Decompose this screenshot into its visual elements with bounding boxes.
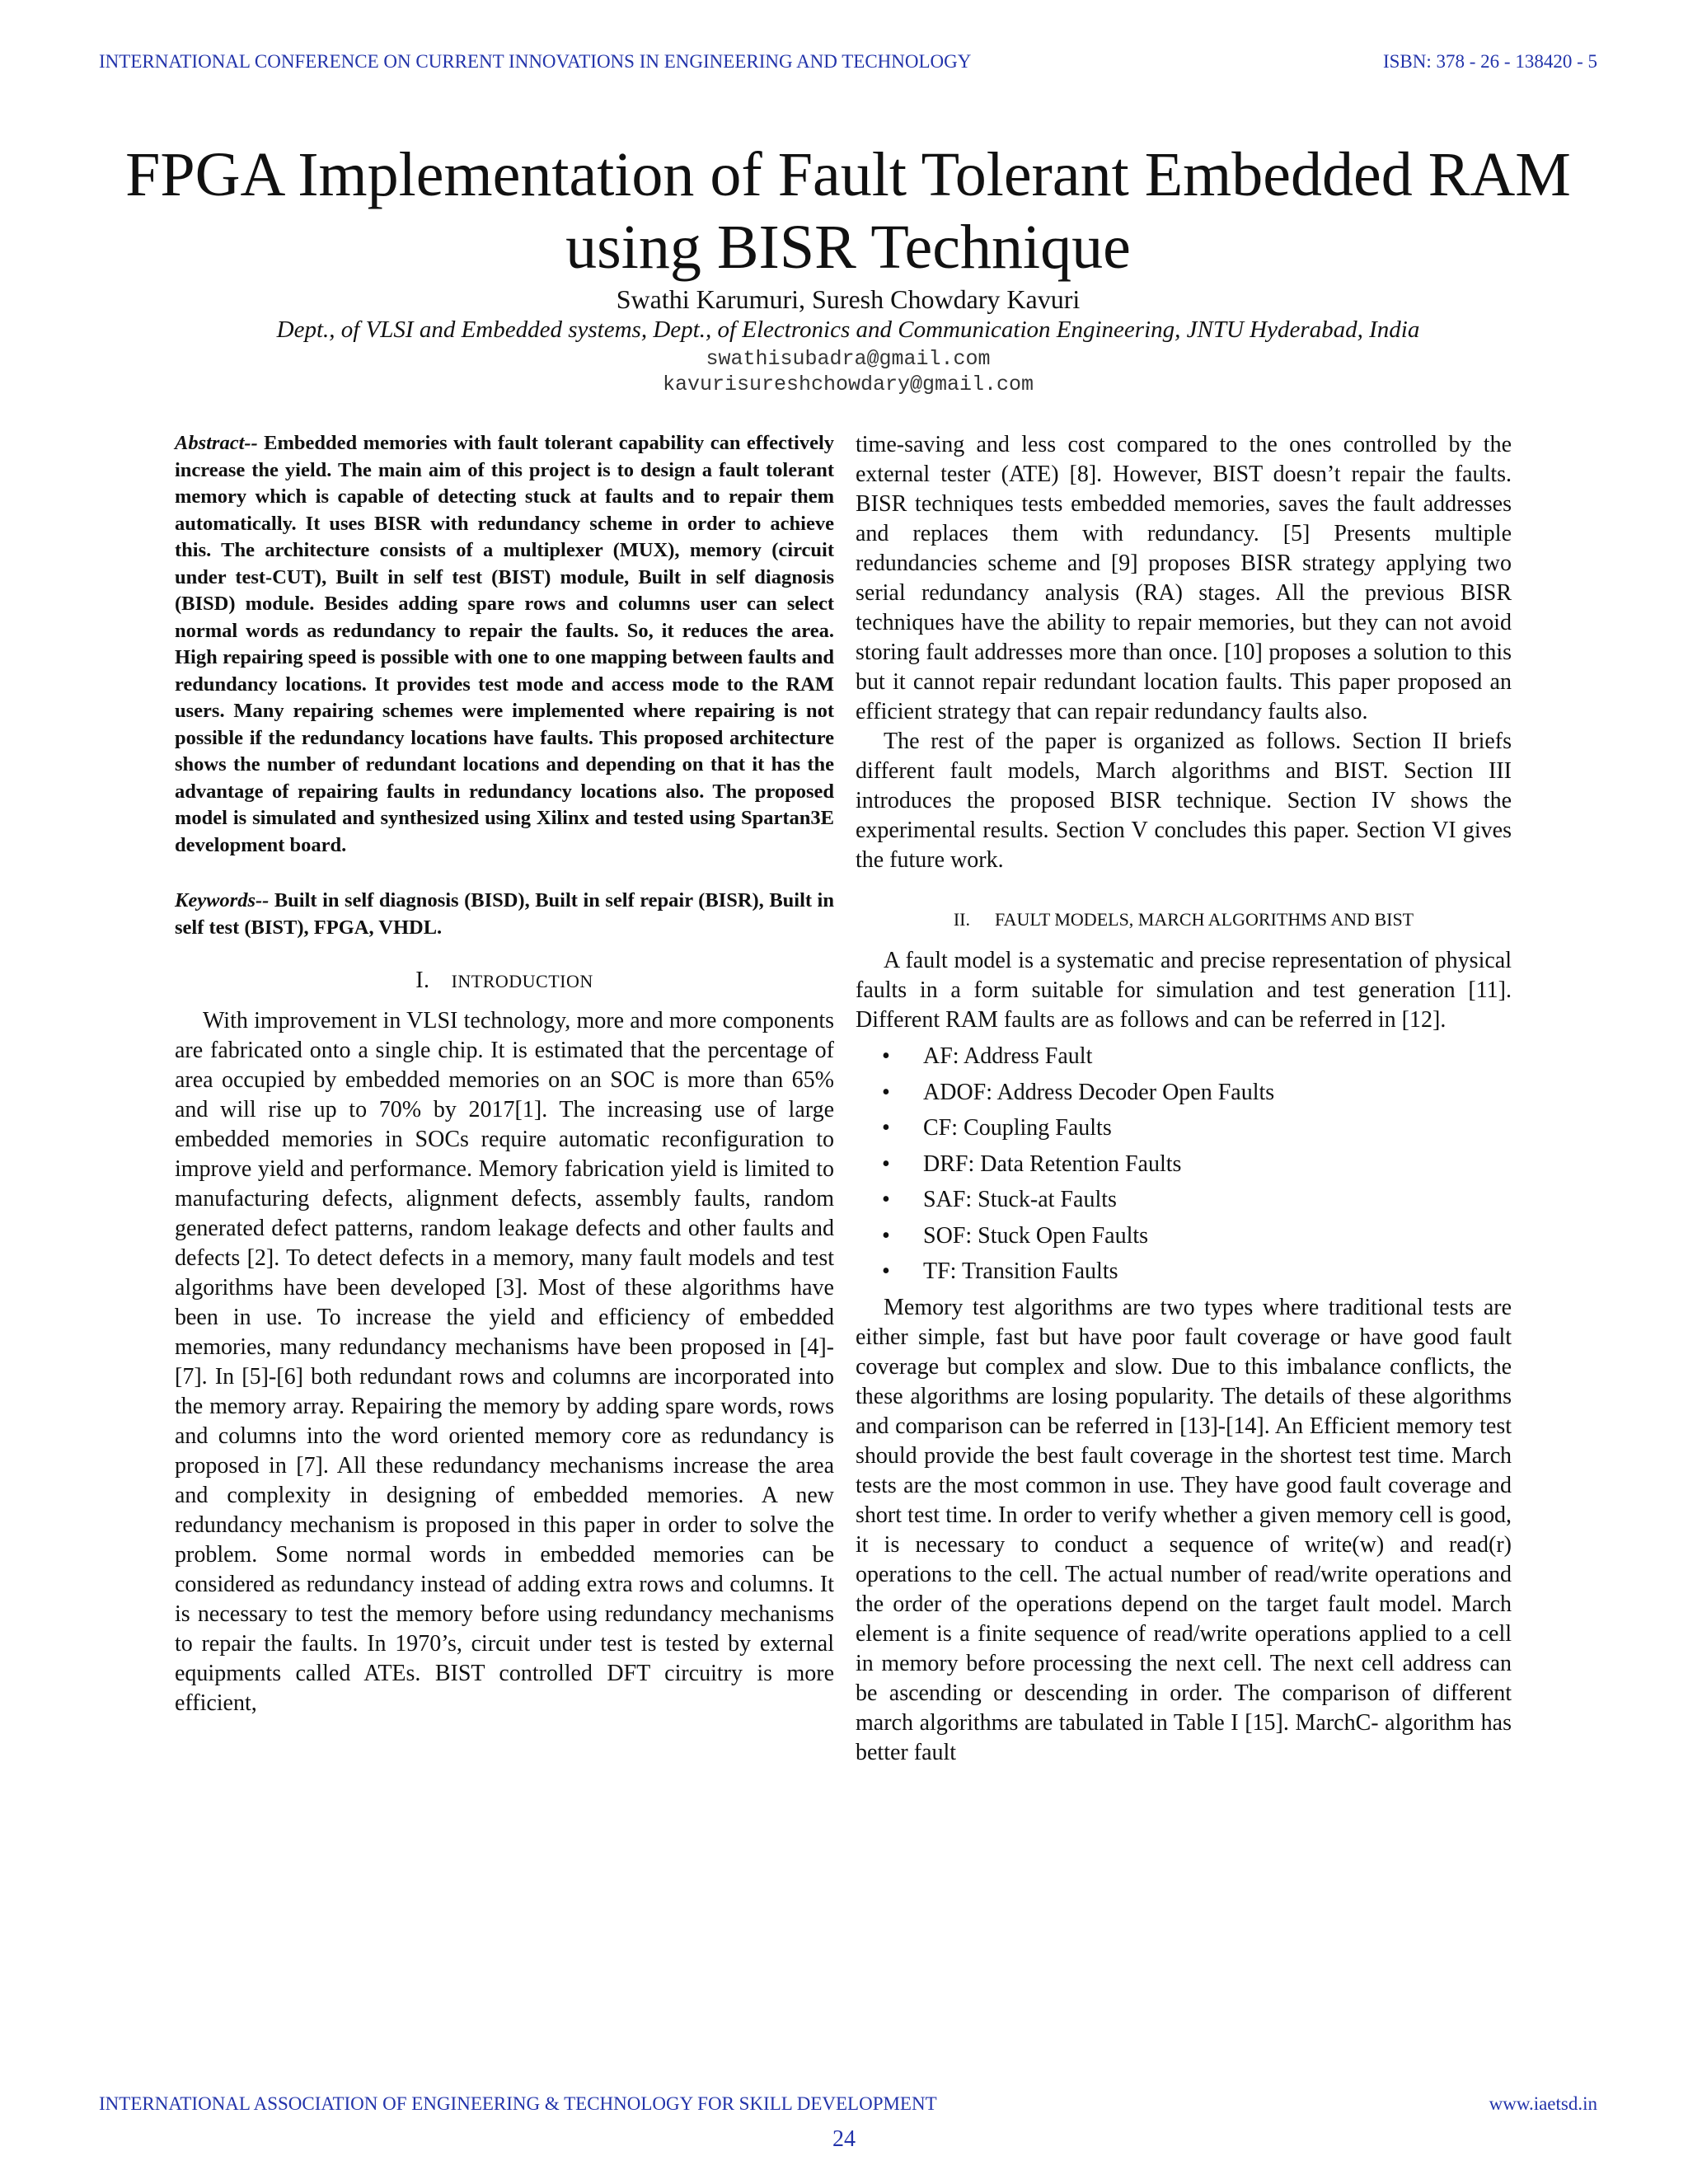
section-heading-fault-models — [856, 905, 1512, 935]
section-number: II. — [953, 909, 971, 930]
section-title: INTRODUCTION — [451, 971, 593, 991]
abstract — [175, 430, 834, 859]
abstract-label: Abstract-- — [175, 432, 258, 454]
left-column — [175, 430, 834, 1718]
fault-list — [856, 1038, 1512, 1290]
affiliation: Dept., of VLSI and Embedded systems, Dept., of Electronics and Communication Engineering, JNTU Hyderabad, India — [276, 316, 1420, 343]
section-title: FAULT MODELS, MARCH ALGORITHMS AND BIST — [995, 909, 1414, 930]
list-item: • ADOF: Address Decoder Open Faults — [882, 1075, 1512, 1111]
keywords-text: Built in self diagnosis (BISD), Built in self repair (BISR), Built in self test (BIST), FPGA, VHDL. — [175, 889, 834, 939]
association-name: INTERNATIONAL ASSOCIATION OF ENGINEERING & TECHNOLOGY FOR SKILL DEVELOPMENT — [99, 2093, 937, 2114]
authors: Swathi Karumuri, Suresh Chowdary Kavuri — [616, 284, 1081, 314]
page-header — [99, 51, 1597, 73]
list-item: • SAF: Stuck-at Faults — [882, 1182, 1512, 1218]
section-number: I. — [415, 968, 430, 993]
isbn: ISBN: 378 - 26 - 138420 - 5 — [1382, 51, 1597, 72]
website-link[interactable]: www.iaetsd.in — [1489, 2093, 1597, 2114]
march-algorithms-paragraph: Memory test algorithms are two types where traditional tests are either simple, fast but have poor fault coverage or have good fault coverage but complex and slow. Due to this imbalance conflicts, the these algorithms are losing popularity. The details of these algorithms and comparison can be referred in [13]-[14]. An Efficient memory test should provide the best fault coverage in the shortest test time. March tests are the most common in use. They have good fault coverage and short test time. In order to verify whether a given memory cell is good, it is necessary to conduct a sequence of write(w) and read(r) operations to the cell. The actual number of read/write operations and the order of the operations depend on the target fault model. March element is a finite sequence of read/write operations applied to a cell in memory before processing the next cell. The next cell address can be ascending or descending in order. The comparison of different march algorithms are tabulated in Table I [15]. MarchC- algorithm has better fault — [856, 1294, 1512, 1765]
fault-model-intro: A fault model is a systematic and precise representation of physical faults in a form suitable for simulation and test generation [11]. Different RAM faults are as follows and can be referred in [12]. — [856, 948, 1512, 1033]
email-1[interactable]: swathisubadra@gmail.com — [706, 347, 991, 371]
email-2[interactable]: kavurisureshchowdary@gmail.com — [662, 373, 1034, 396]
right-column — [856, 430, 1512, 1768]
introduction-continuation: time-saving and less cost compared to the ones controlled by the external tester (ATE) [8]. However, BIST doesn’t repair the faults. BISR techniques tests embedded memories, saves the fault addresses and replaces them with redundancy. [5] Presents multiple redundancies scheme and [9] proposes BISR strategy applying two serial redundancy analysis (RA) stages. All the previous BISR techniques have the ability to repair memories, but they can not avoid storing fault addresses more than once. [10] proposes a solution to this but it cannot repair redundant location faults. This paper proposed an efficient strategy that can repair redundancy faults also. — [856, 432, 1512, 724]
list-item: • CF: Coupling Faults — [882, 1110, 1512, 1146]
list-item: • AF: Address Fault — [882, 1038, 1512, 1075]
page-number: 24 — [832, 2126, 856, 2152]
organization-paragraph: The rest of the paper is organized as follows. Section II briefs different fault models, March algorithms and BIST. Section III introduces the proposed BISR technique. Section IV shows the experimental results. Section V concludes this paper. Section VI gives the future work. — [856, 729, 1512, 873]
abstract-text: Embedded memories with fault tolerant capability can effectively increase the yield. The main aim of this project is to design a fault tolerant memory which is capable of detecting stuck at faults and to repair them automatically. It uses BISR with redundancy scheme in order to achieve this. The architecture consists of a multiplexer (MUX), memory (circuit under test-CUT), Built in self test (BIST) module, Built in self diagnosis (BISD) module. Besides adding spare rows and columns user can select normal words as redundancy to repair the faults. So, it reduces the area. High repairing speed is possible with one to one mapping between faults and redundancy locations. It provides test mode and access mode to the RAM users. Many repairing schemes were implemented where repairing is not possible if the redundancy locations have faults. This proposed architecture shows the number of redundant locations and depending on that it has the advantage of repairing faults in redundancy locations also. The proposed model is simulated and synthesized using Xilinx and tested using Spartan3E development board. — [175, 432, 834, 856]
page-footer — [99, 2093, 1597, 2115]
list-item: • DRF: Data Retention Faults — [882, 1146, 1512, 1183]
list-item: • SOF: Stuck Open Faults — [882, 1218, 1512, 1254]
introduction-paragraph: With improvement in VLSI technology, more and more components are fabricated onto a single chip. It is estimated that the percentage of area occupied by embedded memories on an SOC is more than 65% and will rise up to 70% by 2017[1]. The increasing use of large embedded memories in SOCs require automatic reconfiguration to improve yield and performance. Memory fabrication yield is limited to manufacturing defects, alignment defects, assembly faults, random generated defect patterns, random leakage defects and other faults and defects [2]. To detect defects in a memory, many fault models and test algorithms have been developed [3]. Most of these algorithms have been in use. To increase the yield and efficiency of embedded memories, many redundancy mechanisms have been proposed in [4]-[7]. In [5]-[6] both redundant rows and columns are incorporated into the memory array. Repairing the memory by adding spare words, rows and columns into the word oriented memory core as redundancy is proposed in [7]. All these redundancy mechanisms increase the area and complexity in designing of embedded memories. A new redundancy mechanism is proposed in this paper in order to solve the problem. Some normal words in embedded memories can be considered as redundancy instead of adding extra rows and columns. It is necessary to test the memory before using redundancy mechanisms to repair the faults. In 1970’s, circuit under test is tested by external equipments called ATEs. BIST controlled DFT circuitry is more efficient, — [175, 1008, 834, 1716]
keywords — [175, 888, 834, 941]
conference-name: INTERNATIONAL CONFERENCE ON CURRENT INNOVATIONS IN ENGINEERING AND TECHNOLOGY — [99, 51, 972, 72]
paper-title: FPGA Implementation of Fault Tolerant Embedded RAM using BISR Technique — [125, 140, 1571, 282]
list-item: • TF: Transition Faults — [882, 1254, 1512, 1290]
section-heading-introduction — [175, 966, 834, 996]
keywords-label: Keywords-- — [175, 889, 270, 912]
